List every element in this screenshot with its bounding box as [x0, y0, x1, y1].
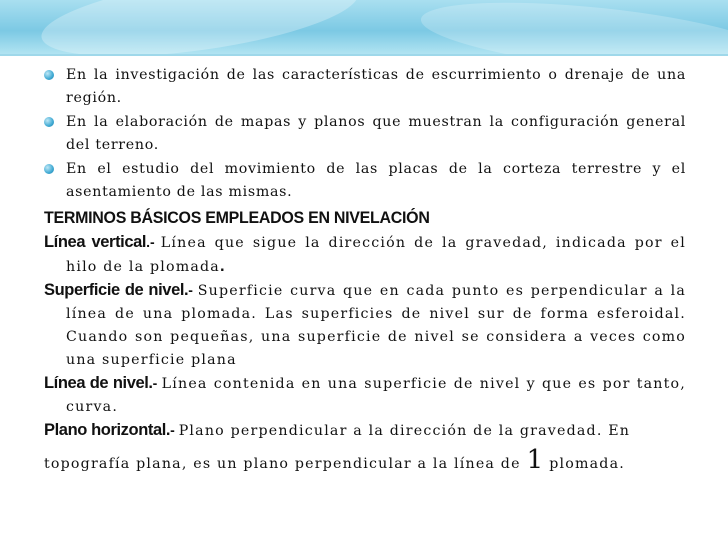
- term-text: Superficie curva que en cada punto es perpendicular a la línea de una plomada. Las superficies de nivel sur de forma esferoidal. Cuando son pequeñas, una superficie de nivel se considera a veces como una superficie plana: [66, 283, 686, 368]
- term-tail: .: [219, 257, 225, 275]
- term-definition: [44, 419, 686, 476]
- term-separator: -: [170, 422, 179, 438]
- bullet-icon: [44, 70, 54, 80]
- header-divider: [0, 54, 728, 56]
- slide-body: [44, 64, 686, 476]
- bullet-item: [44, 158, 686, 204]
- term-separator: .-: [146, 234, 161, 250]
- section-heading: TERMINOS BÁSICOS EMPLEADOS EN NIVELACIÓN: [44, 208, 430, 227]
- term-separator: -: [188, 282, 198, 298]
- term-title: Línea vertical: [44, 233, 147, 251]
- bullet-icon: [44, 117, 54, 127]
- term-text: Línea que sigue la dirección de la gravedad, indicada por el hilo de la plomada: [66, 235, 686, 275]
- term-text: topografía plana, es un plano perpendicular a la línea de: [44, 456, 521, 472]
- bullet-item: [44, 111, 686, 157]
- bullet-text: En la investigación de las características de escurrimiento o drenaje de una región.: [66, 67, 686, 106]
- term-definition: [44, 372, 686, 419]
- bullet-text: En el estudio del movimiento de las placas de la corteza terrestre y el asentamiento de las mismas.: [66, 161, 686, 200]
- bullet-item: [44, 64, 686, 110]
- term-definition: [44, 231, 686, 279]
- term-definition: [44, 279, 686, 372]
- term-text: Plano perpendicular a la dirección de la gravedad. En: [178, 423, 631, 439]
- term-text: Línea contenida en una superficie de nivel y que es por tanto, curva.: [66, 376, 686, 415]
- bullet-icon: [44, 164, 54, 174]
- header-glare: [37, 0, 364, 72]
- term-text: plomada.: [549, 456, 625, 472]
- bullet-text: En la elaboración de mapas y planos que muestran la configuración general del terreno.: [66, 114, 686, 153]
- term-separator: -: [152, 375, 162, 391]
- term-text-line: [44, 445, 686, 476]
- term-title: Superficie de nivel.: [44, 281, 189, 299]
- term-title: Línea de nivel.: [44, 374, 153, 392]
- slide-header-banner: [0, 0, 728, 56]
- page-number: 1: [526, 445, 544, 475]
- term-title: Plano horizontal.: [44, 421, 171, 439]
